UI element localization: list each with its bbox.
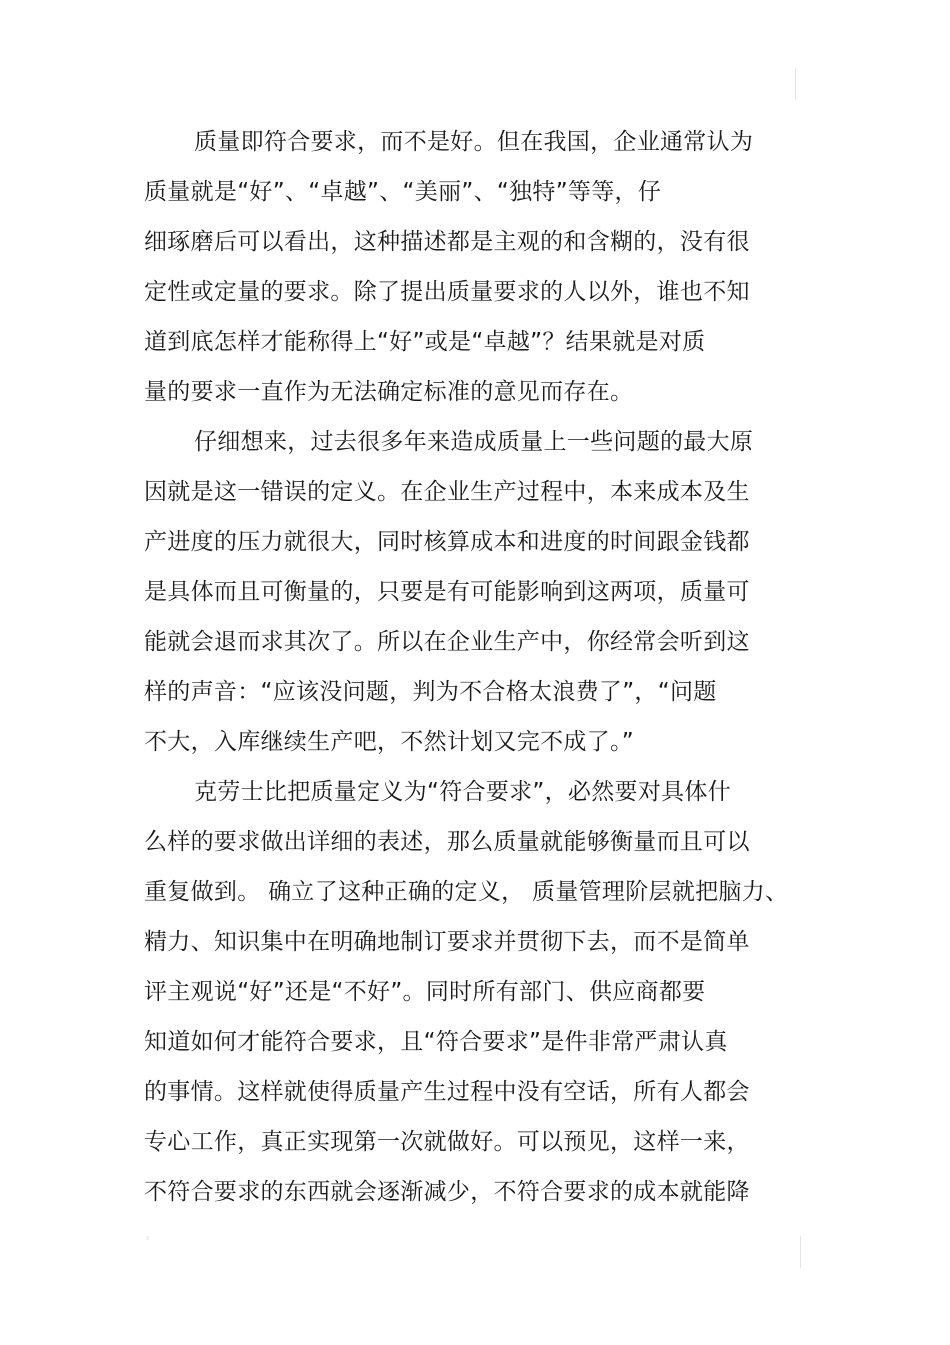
paragraph-1-line-1: 质量即符合要求，而不是好。但在我国，企业通常认为 bbox=[194, 129, 754, 155]
paragraph-2-line-3: 产进度的压力就很大，同时核算成本和进度的时间跟金钱都 bbox=[144, 529, 750, 555]
paragraph-3-line-3: 重复做到。 确立了这种正确的定义， 质量管理阶层就把脑力、 bbox=[144, 879, 789, 905]
paragraph-2-line-7: 不大，入库继续生产吧，不然计划又完不成了。” bbox=[144, 729, 635, 755]
paragraph-1-line-4: 定性或定量的要求。除了提出质量要求的人以外，谁也不知 bbox=[144, 279, 750, 305]
paragraph-3-line-8: 专心工作，真正实现第一次就做好。可以预见，这样一来， bbox=[144, 1129, 750, 1155]
paragraph-3-line-6: 知道如何才能符合要求，且“符合要求”是件非常严肃认真 bbox=[144, 1029, 728, 1055]
paragraph-3-line-5: 评主观说“好”还是“不好”。同时所有部门、供应商都要 bbox=[144, 979, 706, 1005]
paragraph-3-line-2: 么样的要求做出详细的表述，那么质量就能够衡量而且可以 bbox=[144, 829, 750, 855]
page-edge-mark bbox=[146, 1236, 149, 1240]
paragraph-1-line-2: 质量就是“好”、“卓越”、“美丽”、“独特”等等，仔 bbox=[144, 179, 662, 205]
page-edge-mark bbox=[800, 1236, 801, 1268]
paragraph-3-line-7: 的事情。这样就使得质量产生过程中没有空话，所有人都会 bbox=[144, 1079, 750, 1105]
paragraph-1-line-5: 道到底怎样才能称得上“好”或是“卓越”？结果就是对质 bbox=[144, 329, 706, 355]
paragraph-3-line-9: 不符合要求的东西就会逐渐减少，不符合要求的成本就能降 bbox=[144, 1179, 750, 1205]
paragraph-2-line-1: 仔细想来，过去很多年来造成质量上一些问题的最大原 bbox=[194, 429, 754, 455]
paragraph-2-line-5: 能就会退而求其次了。所以在企业生产中，你经常会听到这 bbox=[144, 629, 750, 655]
paragraph-2-line-2: 因就是这一错误的定义。在企业生产过程中，本来成本及生 bbox=[144, 479, 750, 505]
paragraph-1-line-6: 量的要求一直作为无法确定标准的意见而存在。 bbox=[144, 379, 634, 405]
paragraph-1-line-3: 细琢磨后可以看出，这种描述都是主观的和含糊的，没有很 bbox=[144, 229, 750, 255]
paragraph-3-line-4: 精力、知识集中在明确地制订要求并贯彻下去，而不是简单 bbox=[144, 929, 750, 955]
paragraph-2-line-6: 样的声音：“应该没问题，判为不合格太浪费了”，“问题 bbox=[144, 679, 717, 705]
paragraph-2-line-4: 是具体而且可衡量的，只要是有可能影响到这两项，质量可 bbox=[144, 579, 750, 605]
page-edge-mark bbox=[795, 68, 796, 100]
paragraph-3-line-1: 克劳士比把质量定义为“符合要求”，必然要对具体什 bbox=[194, 779, 732, 805]
